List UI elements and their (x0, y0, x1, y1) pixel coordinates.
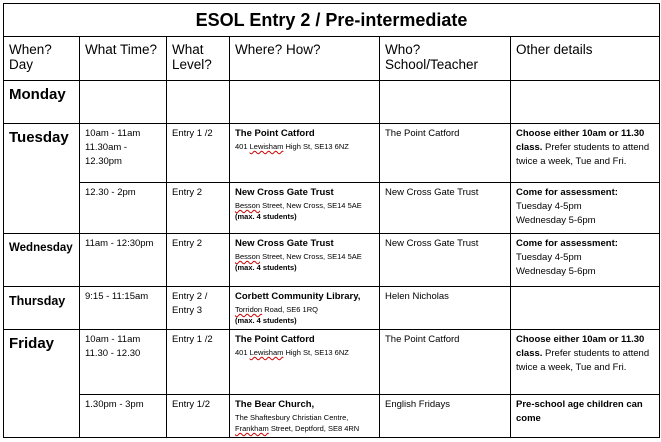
day-tuesday: Tuesday (4, 124, 80, 234)
where-cell: The Point Catford 401 Lewisham High St, SE13 6NZ (230, 124, 380, 183)
who-cell: English Fridays (380, 395, 511, 438)
table-row (4, 124, 660, 183)
table-row (4, 183, 660, 234)
who-cell: New Cross Gate Trust (380, 183, 511, 234)
header-level: What Level? (167, 37, 230, 81)
where-cell: The Point Catford 401 Lewisham High St, SE13 6NZ (230, 330, 380, 395)
other-cell (511, 287, 660, 330)
schedule-table (3, 3, 660, 438)
day-monday: Monday (4, 81, 80, 124)
other-cell: Pre-school age children can come (511, 395, 660, 438)
day-thursday: Thursday (4, 287, 80, 330)
time-cell: 1.30pm - 3pm (80, 395, 167, 438)
header-other: Other details (511, 37, 660, 81)
header-when: When? Day (4, 37, 80, 81)
header-time: What Time? (80, 37, 167, 81)
level-cell: Entry 2 (167, 183, 230, 234)
day-wednesday: Wednesday (4, 234, 80, 287)
header-where: Where? How? (230, 37, 380, 81)
table-row (4, 234, 660, 287)
where-cell: New Cross Gate Trust Besson Street, New Cross, SE14 5AE (max. 4 students) (230, 183, 380, 234)
table-row (4, 287, 660, 330)
who-cell: The Point Catford (380, 124, 511, 183)
table-row (4, 330, 660, 395)
time-cell: 9:15 - 11:15am (80, 287, 167, 330)
who-cell: Helen Nicholas (380, 287, 511, 330)
where-cell: The Bear Church, The Shaftesbury Christian Centre, Frankham Street, Deptford, SE8 4RN (230, 395, 380, 438)
other-cell: Choose either 10am or 11.30 class. Prefer students to attend twice a week, Tue and Fri. (511, 124, 660, 183)
other-cell: Come for assessment: Tuesday 4-5pm Wednesday 5-6pm (511, 234, 660, 287)
page-title: ESOL Entry 2 / Pre-intermediate (4, 4, 660, 37)
where-cell: New Cross Gate Trust Besson Street, New Cross, SE14 5AE (max. 4 students) (230, 234, 380, 287)
table-row (4, 81, 660, 124)
level-cell: Entry 1 /2 (167, 124, 230, 183)
time-cell: 10am - 11am 11.30 - 12.30 (80, 330, 167, 395)
table-row (4, 395, 660, 438)
where-cell: Corbett Community Library, Torridon Road, SE6 1RQ (max. 4 students) (230, 287, 380, 330)
time-cell: 12.30 - 2pm (80, 183, 167, 234)
level-cell: Entry 1/2 (167, 395, 230, 438)
header-row (4, 37, 660, 81)
who-cell: The Point Catford (380, 330, 511, 395)
other-cell: Choose either 10am or 11.30 class. Prefer students to attend twice a week, Tue and Fri. (511, 330, 660, 395)
level-cell: Entry 2 (167, 234, 230, 287)
time-cell: 11am - 12:30pm (80, 234, 167, 287)
who-cell: New Cross Gate Trust (380, 234, 511, 287)
header-who: Who? School/Teacher (380, 37, 511, 81)
level-cell: Entry 2 / Entry 3 (167, 287, 230, 330)
level-cell: Entry 1 /2 (167, 330, 230, 395)
other-cell: Come for assessment: Tuesday 4-5pm Wednesday 5-6pm (511, 183, 660, 234)
day-friday: Friday (4, 330, 80, 438)
time-cell: 10am - 11am 11.30am - 12.30pm (80, 124, 167, 183)
